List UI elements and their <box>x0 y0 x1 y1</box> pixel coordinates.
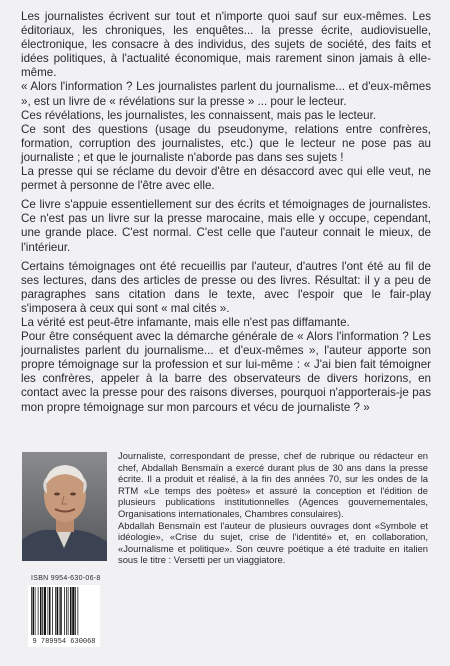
paragraph: La presse qui se réclame du devoir d'être en désaccord avec qui elle veut, ne permet à personne de l'être avec elle. <box>21 165 431 193</box>
author-portrait-image <box>22 452 107 561</box>
paragraph: Pour être conséquent avec la démarche générale de « Alors l'information ? Les journalistes parlent du journalisme... et d'eux-mêmes », l'auteur apporte son propre témoignage sur la profession et sur lui-même : « J'ai bien fait témoigner les confrères, appeler à la barre des observateurs de divers horizons, en contact avec la presse pour des raisons diverses, pourquoi n'apporterais-je pas mon propre témoignage sur mon parcours et vécu de journaliste ? » <box>21 330 431 414</box>
paragraph: La vérité est peut-être infamante, mais elle n'est pas diffamante. <box>21 315 350 329</box>
paragraph: Ces révélations, les journalistes, les connaissent, mais pas le lecteur. <box>21 108 377 122</box>
paragraph: Ce sont des questions (usage du pseudonyme, relations entre confrères, formation, corruption des journalistes, etc.) que le lecteur ne pose pas au journaliste ; et que le journaliste n'aborde pas dans ses sujets ! <box>21 122 431 164</box>
author-photo <box>22 452 107 561</box>
paragraph: Ce livre s'appuie essentiellement sur des écrits et témoignages de journalistes. Ce n'est pas un livre sur la presse marocaine, mais elle y occupe, cependant, une grande place. C'est normal. C'est celle que l'auteur connait le mieux, de l'intérieur. <box>21 198 431 254</box>
barcode <box>28 585 100 647</box>
bio-paragraph: Abdallah Bensmaïn est l'auteur de plusieurs ouvrages dont «Symbole et idéologie», «Crise du sujet, crise de l'identité» et, en collaboration, «Journalisme et politique». Son œuvre poétique a été traduite en italien sous le titre : Versetti per un viaggiatore. <box>118 519 428 566</box>
paragraph: Les journalistes écrivent sur tout et n'importe quoi sauf sur eux-mêmes. Les éditoriaux, les chroniques, les enquêtes... la presse écrite, audiovisuelle, électronique, les consacre à des individus, des sujets de société, des faits et idées politiques, à l'actualité économique, mais rarement sinon jamais à elle-même. <box>21 10 431 80</box>
author-biography <box>118 450 428 566</box>
isbn-label: ISBN 9954-630-06-8 <box>31 575 101 582</box>
bio-paragraph: Journaliste, correspondant de presse, chef de rubrique ou rédacteur en chef, Abdallah Bensmaïn a exercé durant plus de 30 ans dans la presse écrite. Il a produit et réalisé, à la fin des années 70, sur les ondes de la RTM «Le temps des poètes» et assuré la conception et l'édition de plusieurs publications institutionnelles (Agences gouvernementales, Organisations internationales, Chambres consulaires). <box>118 450 428 519</box>
barcode-bars <box>28 585 100 637</box>
back-cover-text <box>21 10 431 415</box>
barcode-number: 9 789954 630068 <box>28 638 100 647</box>
paragraph: « Alors l'information ? Les journalistes parlent du journalisme... et d'eux-mêmes », est un livre de « révélations sur la presse » ... pour le lecteur. <box>21 80 431 108</box>
paragraph: Certains témoignages ont été recueillis par l'auteur, d'autres l'ont été au fil de ses lectures, dans des articles de presse ou des livres. Résultat: il y a peu de paragraphes sans citation dans le texte, avec l'espoir que le fair-play s'imposera à ceux qui sont « mal cités ». <box>21 259 431 315</box>
